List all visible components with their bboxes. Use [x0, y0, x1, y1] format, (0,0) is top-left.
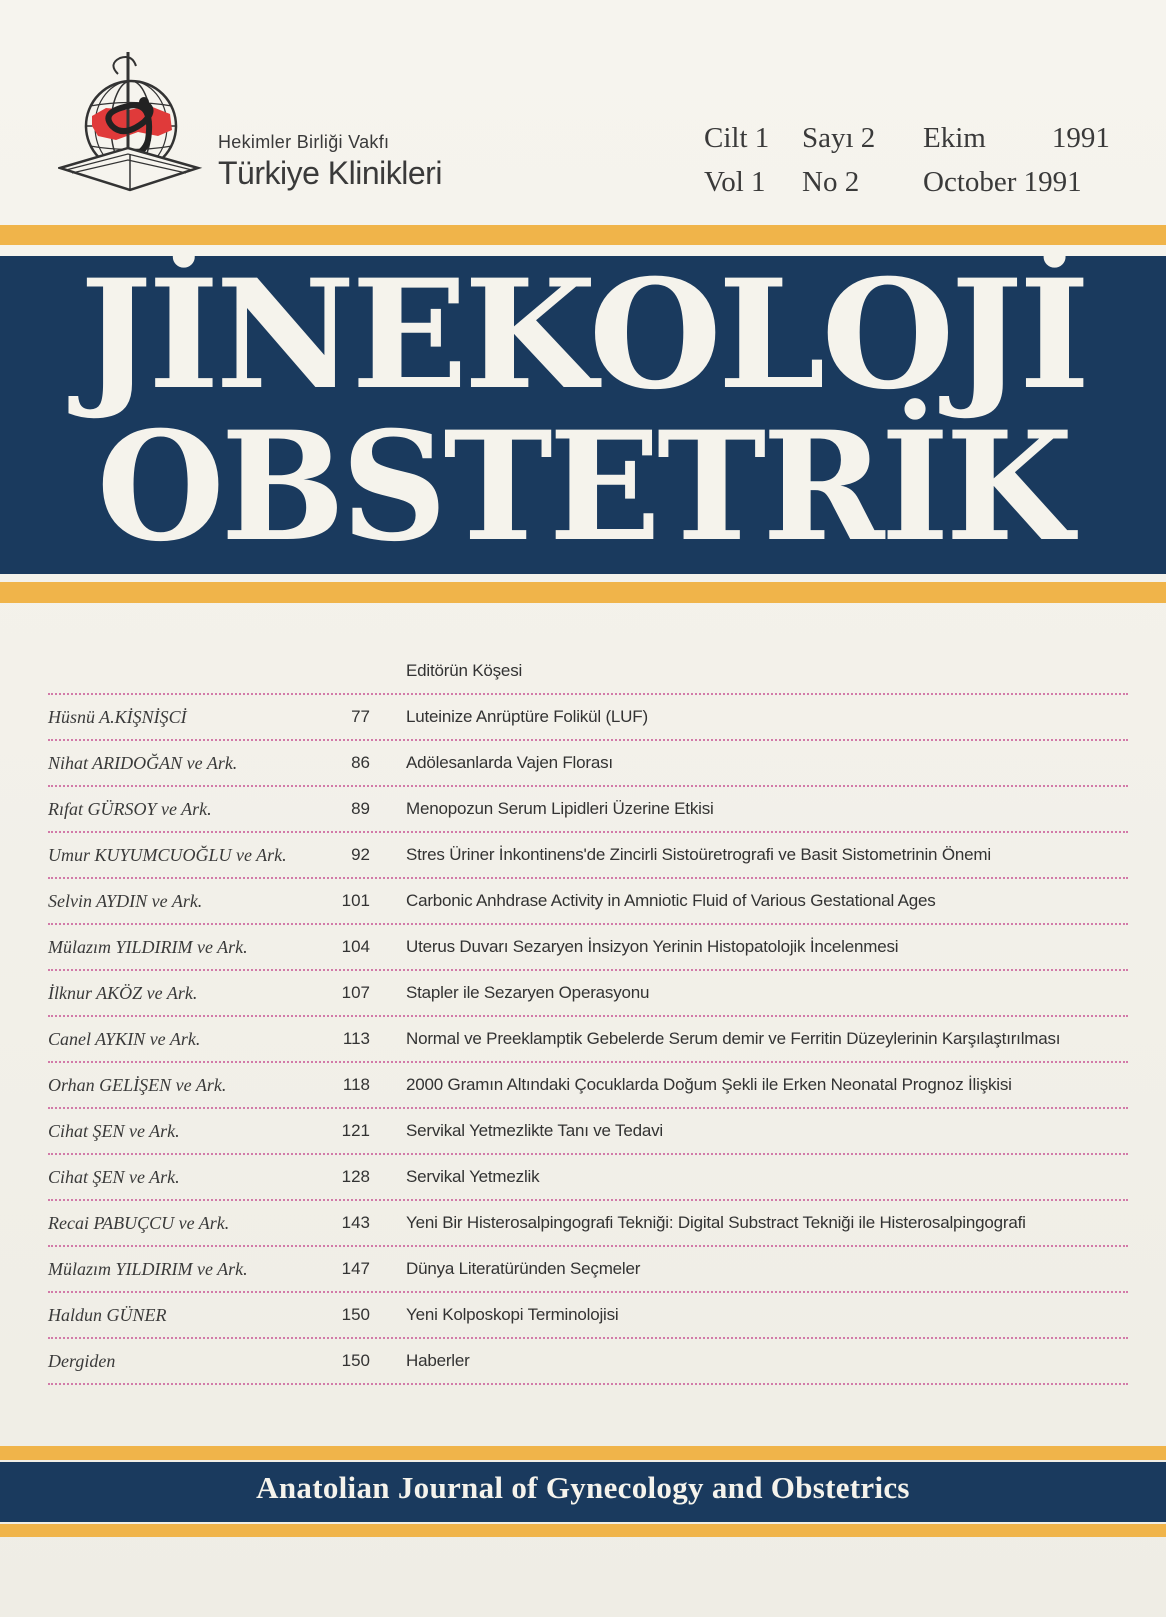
toc-author: Recai PABUÇCU ve Ark.	[48, 1213, 230, 1233]
toc-author: Canel AYKIN ve Ark.	[48, 1029, 201, 1049]
toc-row	[48, 1109, 1128, 1155]
toc-article-title: Menopozun Serum Lipidleri Üzerine Etkisi	[406, 799, 714, 818]
issue-year: 1991	[1051, 122, 1110, 154]
toc-author: Dergiden	[48, 1351, 116, 1371]
toc-page-number: 128	[341, 1167, 370, 1186]
toc-row	[48, 1293, 1128, 1339]
toc-row	[48, 1247, 1128, 1293]
toc-page-number: 107	[341, 983, 370, 1002]
toc-page-number: 118	[342, 1075, 370, 1094]
toc-article-title: Yeni Kolposkopi Terminolojisi	[406, 1305, 619, 1324]
issue-date-tr	[923, 116, 1110, 160]
toc-article-title: Adölesanlarda Vajen Florası	[406, 753, 613, 772]
toc-article-title: Yeni Bir Histerosalpingografi Tekniği: Digital Substract Tekniği ile Histerosalpingografi	[406, 1213, 1026, 1232]
issue-month: Ekim	[923, 122, 986, 154]
toc-author: İlknur AKÖZ ve Ark.	[48, 983, 198, 1003]
publisher-name: Türkiye Klinikleri	[218, 155, 442, 191]
title-line-1: JİNEKOLOJİ	[79, 247, 1087, 423]
toc-article-title: Carbonic Anhdrase Activity in Amniotic Fluid of Various Gestational Ages	[406, 891, 936, 910]
footer-stripe-bottom	[0, 1524, 1166, 1537]
toc-author: Mülazım YILDIRIM ve Ark.	[48, 1259, 248, 1279]
toc-row	[48, 833, 1128, 879]
toc-article-title: Luteinize Anrüptüre Folikül (LUF)	[406, 707, 648, 726]
issue-vol: Vol 1	[704, 166, 766, 198]
footer-stripe-top	[0, 1446, 1166, 1460]
toc-article-title: Normal ve Preeklamptik Gebelerde Serum demir ve Ferritin Düzeylerinin Karşılaştırılması	[406, 1029, 1061, 1048]
toc-heading-row	[48, 661, 1128, 695]
toc-page-number: 89	[351, 799, 370, 818]
gold-stripe-top	[0, 225, 1166, 245]
toc-article-title: Stapler ile Sezaryen Operasyonu	[406, 983, 650, 1002]
issue-no: No 2	[802, 166, 860, 198]
toc-article-title: Uterus Duvarı Sezaryen İnsizyon Yerinin Histopatolojik İncelenmesi	[406, 937, 899, 956]
toc-author: Orhan GELİŞEN ve Ark.	[48, 1075, 227, 1095]
toc-page-number: 143	[341, 1213, 370, 1232]
toc-page-number: 150	[341, 1351, 370, 1370]
toc-page-number: 150	[341, 1305, 370, 1324]
toc-article-title: Stres Üriner İnkontinens'de Zincirli Sistoüretrografi ve Basit Sistometrinin Önemi	[406, 845, 991, 864]
toc-row	[48, 1155, 1128, 1201]
toc-page-number: 113	[342, 1029, 370, 1048]
toc-page-number: 92	[351, 845, 370, 864]
toc-row	[48, 1063, 1128, 1109]
toc-row	[48, 741, 1128, 787]
toc-row	[48, 925, 1128, 971]
title-line-2: OBSTETRİK	[96, 399, 1070, 575]
toc-row	[48, 1017, 1128, 1063]
toc-article-title: Dünya Literatüründen Seçmeler	[406, 1259, 641, 1278]
toc-article-title: 2000 Gramın Altındaki Çocuklarda Doğum Şekli ile Erken Neonatal Prognoz İlişkisi	[406, 1075, 1012, 1094]
toc-author: Umur KUYUMCUOĞLU ve Ark.	[48, 845, 287, 865]
toc-author: Selvin AYDIN ve Ark.	[48, 891, 203, 911]
publisher-block	[218, 132, 442, 192]
issue-number-col	[802, 116, 875, 204]
toc-row	[48, 879, 1128, 925]
toc-row	[48, 1201, 1128, 1247]
issue-volume-col	[704, 116, 769, 204]
toc-author: Hüsnü A.KİŞNİŞCİ	[48, 707, 187, 727]
toc-page-number: 77	[351, 707, 370, 726]
toc-author: Mülazım YILDIRIM ve Ark.	[48, 937, 248, 957]
toc-article-title: Haberler	[406, 1351, 470, 1370]
open-book-icon	[60, 148, 198, 190]
toc-row	[48, 971, 1128, 1017]
issue-date-en: October 1991	[923, 166, 1082, 198]
issue-sayi: Sayı 2	[802, 122, 876, 154]
toc-author: Haldun GÜNER	[48, 1305, 167, 1325]
journal-english-title: Anatolian Journal of Gynecology and Obstetrics	[256, 1470, 910, 1505]
toc-article-title: Servikal Yetmezlik	[406, 1167, 540, 1186]
toc-row	[48, 787, 1128, 833]
toc-page-number: 86	[351, 753, 370, 772]
toc-author: Nihat ARIDOĞAN ve Ark.	[48, 753, 238, 773]
issue-date-col	[923, 116, 1110, 204]
toc-row	[48, 695, 1128, 741]
toc-page-number: 121	[341, 1121, 370, 1140]
toc-page-number: 104	[341, 937, 370, 956]
toc-page-number: 147	[341, 1259, 370, 1278]
publisher-foundation: Hekimler Birliği Vakfı	[218, 132, 390, 152]
gold-stripe-bottom	[0, 582, 1166, 603]
toc-author: Rıfat GÜRSOY ve Ark.	[48, 799, 212, 819]
toc-row	[48, 1339, 1128, 1385]
issue-cilt: Cilt 1	[704, 122, 770, 154]
toc-article-title: Servikal Yetmezlikte Tanı ve Tedavi	[406, 1121, 663, 1140]
table-of-contents	[48, 661, 1128, 1385]
toc-author: Cihat ŞEN ve Ark.	[48, 1167, 180, 1187]
foundation-logo	[58, 44, 203, 196]
toc-author: Cihat ŞEN ve Ark.	[48, 1121, 180, 1141]
toc-page-number: 101	[341, 891, 370, 910]
toc-heading: Editörün Köşesi	[406, 661, 523, 680]
